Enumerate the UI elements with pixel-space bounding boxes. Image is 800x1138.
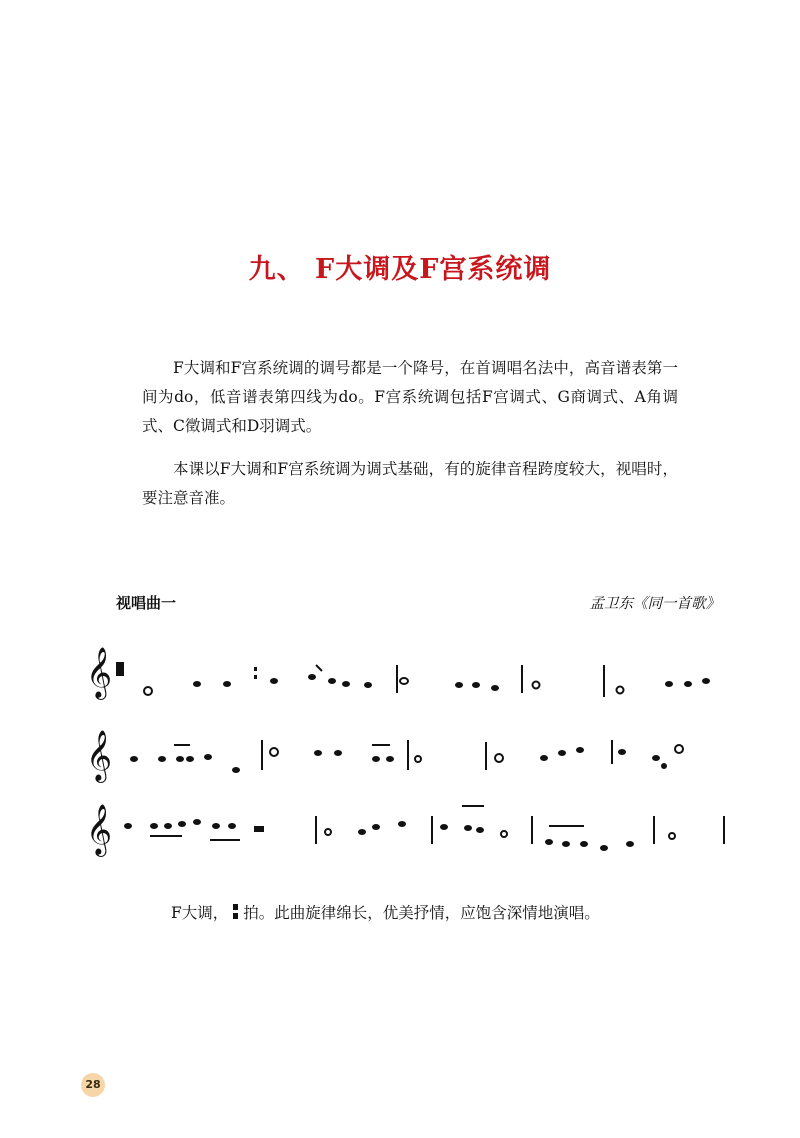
composer-credit: 孟卫东《同一首歌》 xyxy=(589,596,720,612)
page-number: 28 xyxy=(81,1073,105,1097)
exercise-title: 视唱曲一 xyxy=(116,594,177,612)
caption-text-after: 拍。此曲旋律绵长，优美抒情，应饱含深情地演唱。 xyxy=(243,904,600,922)
music-staff-line-2 xyxy=(84,728,734,788)
treble-clef-icon: 𝄞 xyxy=(86,647,113,698)
caption-text-before: F大调， xyxy=(171,904,229,922)
music-staff-line-1 xyxy=(84,645,734,705)
intro-paragraph-1: F大调和F宫系统调的调号都是一个降号，在首调唱名法中，高音谱表第一间为do，低音谱表第四线为do。F宫系统调包括F宫调式、G商调式、A角调式、C徵调式和D羽调式。 xyxy=(142,359,678,435)
treble-clef-icon: 𝄞 xyxy=(86,804,113,855)
time-signature-icon xyxy=(232,904,239,920)
music-staff-line-3 xyxy=(84,802,734,862)
lesson-title: 九、 F大调及F宫系统调 xyxy=(248,254,552,285)
piece-description xyxy=(171,901,600,923)
intro-paragraph-2: 本课以F大调和F宫系统调为调式基础，有的旋律音程跨度较大，视唱时，要注意音准。 xyxy=(142,460,678,507)
treble-clef-icon: 𝄞 xyxy=(86,730,113,781)
